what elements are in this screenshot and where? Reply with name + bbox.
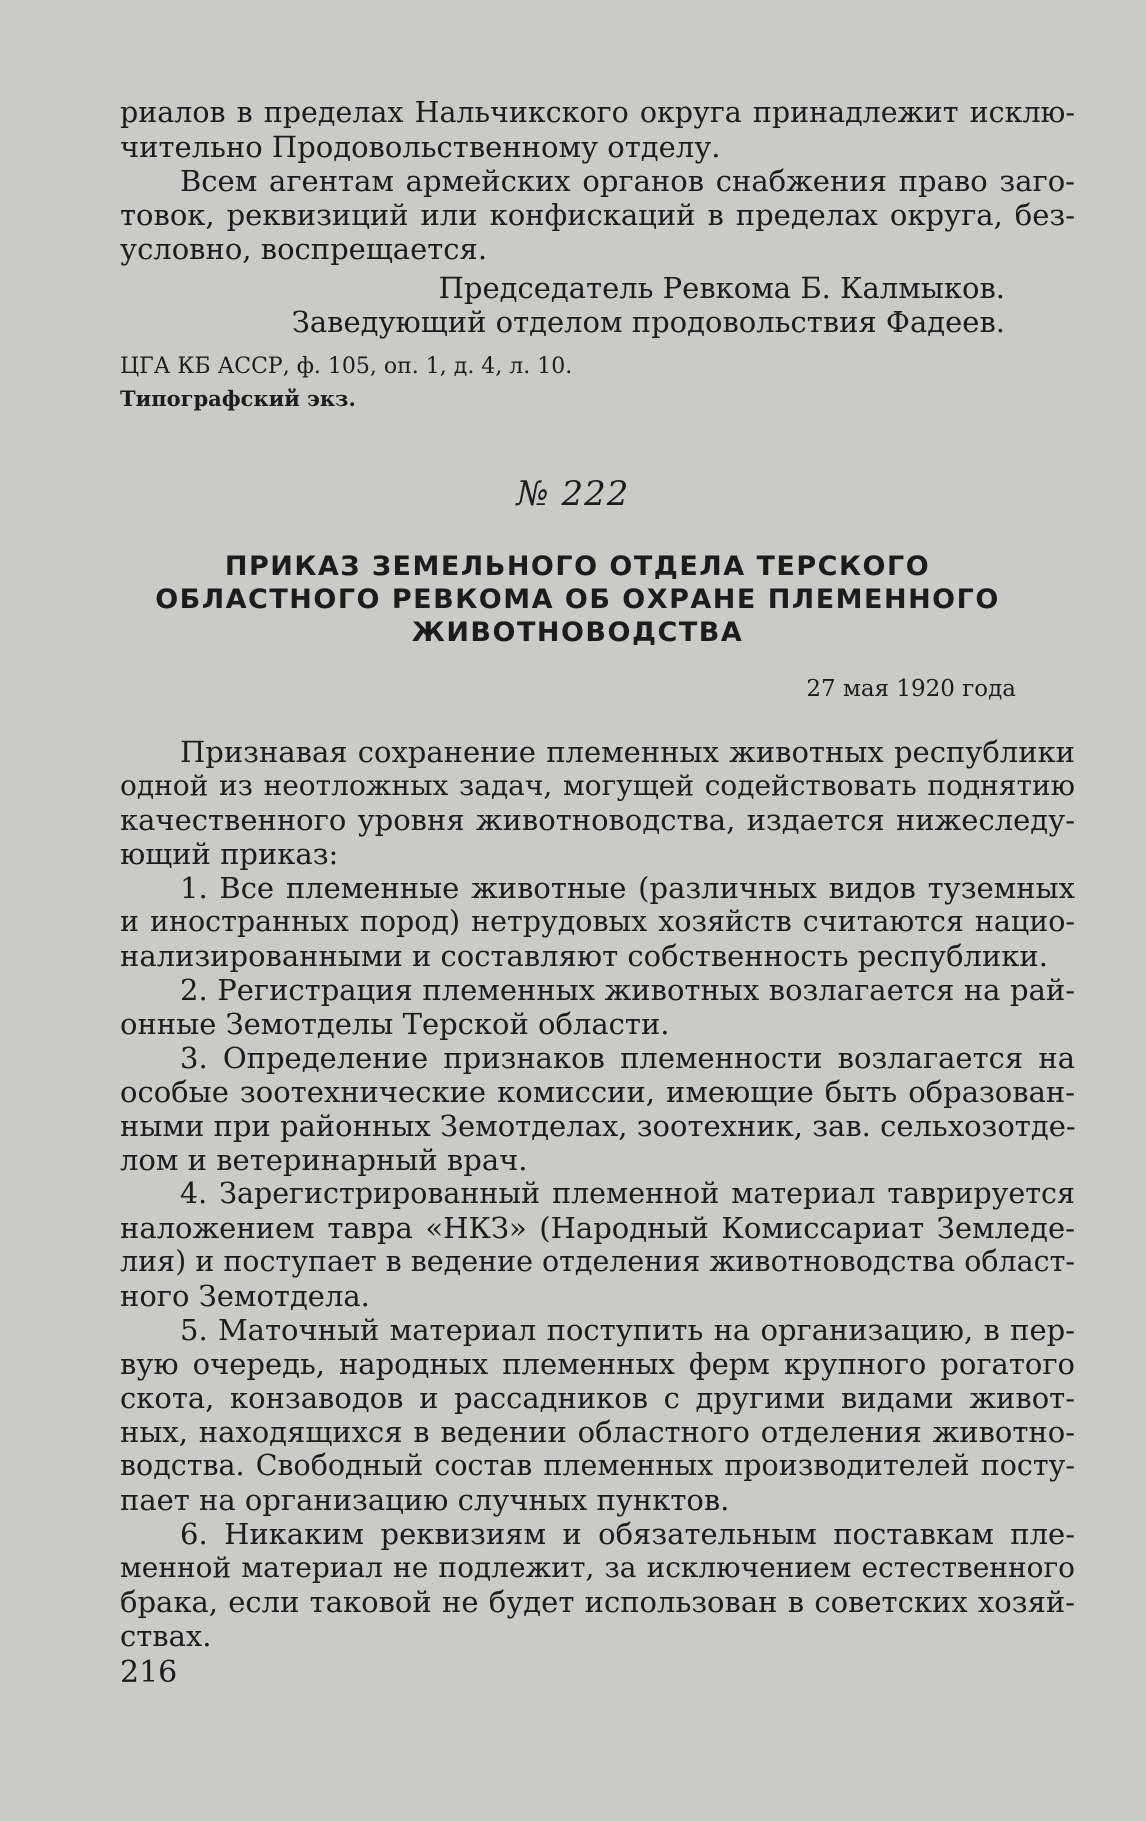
signature-chairman: Председатель Ревкома Б. Калмыков.: [438, 271, 1005, 305]
text-line: ных, находящихся в ведении областного отделения животно-: [120, 1415, 1075, 1449]
text-line: наложением тавра «НКЗ» (Народный Комиссариат Земледе-: [120, 1211, 1075, 1245]
text-line: ными при районных Земотделах, зоотехник, зав. сельхозотде-: [120, 1109, 1076, 1143]
text-line: 6. Никаким реквизиям и обязательным поставкам пле-: [180, 1517, 1075, 1551]
text-line: менной материал не подлежит, за исключением естественного: [120, 1551, 1075, 1584]
top-section: [120, 96, 1075, 266]
text-line: чительно Продовольственному отделу.: [120, 130, 721, 164]
text-line: и иностранных пород) нетрудовых хозяйств считаются нацио-: [120, 905, 1075, 938]
text-line: Всем агентам армейских органов снабжения право заго-: [180, 164, 1075, 198]
copy-type: Типографский экз.: [120, 386, 356, 411]
document-date: 27 мая 1920 года: [806, 676, 1016, 702]
page-number: 216: [120, 1655, 178, 1690]
title-line: ПРИКАЗ ЗЕМЕЛЬНОГО ОТДЕЛА ТЕРСКОГО: [224, 551, 931, 582]
text-line: ствах.: [120, 1619, 212, 1653]
text-line: 4. Зарегистрированный племенной материал таврируется: [180, 1177, 1075, 1210]
text-line: вую очередь, народных племенных ферм крупного рогатого: [120, 1347, 1075, 1381]
text-line: 1. Все племенные животные (различных видов туземных: [180, 871, 1075, 905]
text-line: онные Земотделы Терской области.: [120, 1007, 670, 1041]
signature-head-of-department: Заведующий отделом продовольствия Фадеев.: [291, 305, 1005, 339]
text-line: 2. Регистрация племенных животных возлагается на рай-: [180, 973, 1075, 1007]
title-line: ЖИВОТНОВОДСТВА: [411, 617, 744, 648]
text-line: 5. Маточный материал поступить на организацию, в пер-: [180, 1313, 1075, 1347]
text-line: брака, если таковой не будет использован в советских хозяй-: [120, 1585, 1075, 1619]
text-line: условно, воспрещается.: [120, 232, 488, 266]
text-line: скота, конзаводов и рассадников с другими видами живот-: [120, 1381, 1075, 1415]
document-body: [120, 735, 1075, 1653]
text-line: водства. Свободный состав племенных производителей посту-: [120, 1449, 1075, 1482]
text-line: особые зоотехнические комиссии, имеющие быть образован-: [120, 1075, 1075, 1109]
text-line: ющий приказ:: [120, 837, 339, 871]
archive-reference: ЦГА КБ АССР, ф. 105, оп. 1, д. 4, л. 10.: [120, 354, 573, 379]
text-line: Признавая сохранение племенных животных республики: [180, 735, 1075, 769]
text-line: качественного уровня животноводства, издается нижеследу-: [120, 803, 1075, 837]
text-line: риалов в пределах Нальчикского округа принадлежит исклю-: [120, 96, 1075, 129]
title-line: ОБЛАСТНОГО РЕВКОМА ОБ ОХРАНЕ ПЛЕМЕННОГО: [155, 584, 1000, 615]
document-number: № 222: [516, 474, 630, 514]
text-line: одной из неотложных задач, могущей содействовать поднятию: [120, 769, 1075, 802]
archive-note: [120, 354, 1075, 412]
text-line: лом и ветеринарный врач.: [120, 1143, 528, 1177]
text-line: товок, реквизиций или конфискаций в пределах округа, без-: [120, 198, 1075, 232]
text-line: нализированными и составляют собственность республики.: [120, 939, 1048, 973]
text-line: пает на организацию случных пунктов.: [120, 1483, 730, 1517]
signatures: [120, 271, 1005, 339]
text-line: лия) и поступает в ведение отделения животноводства област-: [120, 1245, 1076, 1278]
text-line: 3. Определение признаков племенности возлагается на: [180, 1041, 1075, 1075]
document-title: [110, 550, 1045, 649]
text-line: ного Земотдела.: [120, 1279, 370, 1313]
